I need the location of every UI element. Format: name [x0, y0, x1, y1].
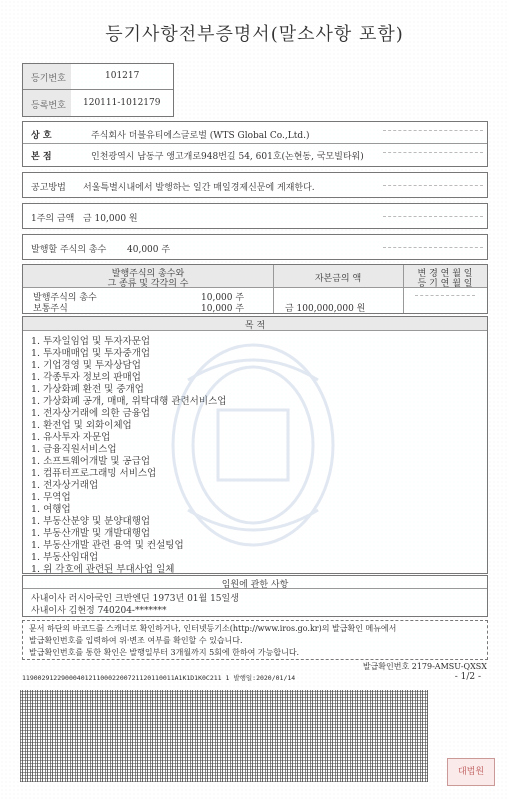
share-amount-value: 금 10,000 원 [83, 214, 138, 224]
corp-number-row [23, 90, 173, 116]
officer-1: 사내이사 러시아국인 크반엔딘 1973년 01월 15일생 [31, 594, 239, 604]
official-stamp: 대법원 [447, 758, 495, 786]
company-address-value: 인천광역시 남동구 앵고개로948번길 54, 601호(논현동, 국모빌타워) [91, 152, 364, 162]
common-shares-label: 보통주식 [33, 304, 68, 314]
total-shares-label: 발행할 주식의 총수 [31, 245, 107, 255]
verification-barcode [20, 690, 428, 782]
purpose-item: 1. 환전업 및 외화이체업 [31, 420, 132, 431]
registration-box [22, 63, 174, 117]
notice-label: 공고방법 [31, 183, 66, 193]
reg-number-value: 101217 [105, 71, 140, 81]
registration-date-head: 등 기 연 월 일 [417, 279, 473, 289]
purpose-item: 1. 가상화폐 환전 및 중개업 [31, 384, 144, 395]
capital-head: 자본금의 액 [314, 274, 362, 284]
corp-number-value: 120111-1012179 [83, 98, 161, 108]
purpose-item: 1. 가상화폐 공개, 매매, 위탁대행 관련서비스업 [31, 396, 227, 407]
purpose-item: 1. 금융직원서비스업 [31, 444, 117, 455]
notice-box [22, 172, 488, 198]
common-shares-value: 10,000 주 [201, 304, 245, 314]
purpose-item: 1. 무역업 [31, 492, 71, 503]
purpose-item: 1. 부동산분양 및 분양대행업 [31, 516, 151, 527]
purpose-heading: 목 적 [244, 321, 266, 331]
issued-shares-table [22, 264, 488, 314]
purpose-item: 1. 부동산개발 및 개발대행업 [31, 528, 151, 539]
purpose-item: 1. 부동산임대업 [31, 552, 99, 563]
officers-box [22, 575, 488, 617]
serial-line: 119002912290004012110002200721120110011A1K1D1K0C211 1 발행일:2020/01/14 [22, 674, 296, 682]
officer-2: 사내이사 김현정 740204-******* [31, 606, 167, 616]
company-name-label: 상 호 [31, 131, 52, 141]
company-box [22, 121, 488, 167]
company-address-label: 본 점 [31, 152, 52, 162]
purpose-item: 1. 투자매매업 및 투자중개업 [31, 348, 151, 359]
purpose-item: 1. 위 각호에 관련된 부대사업 일체 [31, 564, 175, 575]
purpose-item: 1. 기업경영 및 투자상담업 [31, 360, 141, 371]
officers-heading: 임원에 관한 사항 [221, 580, 289, 590]
reg-number-row [23, 64, 173, 90]
note-line-3: 발급확인번호를 통한 확인은 발행일부터 3개월까지 5회에 한하여 가능합니다. [29, 648, 300, 657]
issued-total-label: 발행주식의 총수 [33, 293, 97, 303]
total-shares-box [22, 234, 488, 260]
issued-total-value: 10,000 주 [201, 293, 245, 303]
document-title: 등기사항전부증명서(말소사항 포함) [105, 24, 404, 45]
reg-number-label: 등기번호 [31, 74, 66, 84]
issue-confirmation-number: 발급확인번호 2179-AMSU-QXSX [362, 662, 487, 671]
purpose-item: 1. 전자상거래에 의한 금융업 [31, 408, 151, 419]
purpose-item: 1. 부동산개발 관련 용역 및 컨설팅업 [31, 540, 184, 551]
notice-value: 서울특별시내에서 발행하는 일간 매일경제신문에 게재한다. [83, 183, 315, 193]
purpose-item: 1. 투자일임업 및 투자자문업 [31, 336, 151, 347]
note-line-1: 문서 하단의 바코드를 스캐너로 확인하거나, 인터넷등기소(http://www.iros.go.kr)의 발급확인 메뉴에서 [29, 624, 397, 633]
note-line-2: 발급확인번호를 입력하여 위·변조 여부를 확인할 수 있습니다. [29, 636, 243, 645]
purpose-item: 1. 전자상거래업 [31, 480, 99, 491]
corp-number-label: 등록번호 [31, 101, 66, 111]
issued-head-1: 발행주식의 총수와 [111, 269, 185, 279]
purpose-item: 1. 여행업 [31, 504, 71, 515]
capital-value: 금 100,000,000 원 [285, 304, 366, 314]
purpose-item: 1. 각종투자 정보의 판매업 [31, 372, 141, 383]
company-name-value: 주식회사 더블유티에스글로벌 (WTS Global Co.,Ltd.) [91, 131, 310, 141]
purpose-item: 1. 소프트웨어개발 및 공급업 [31, 456, 151, 467]
purpose-item: 1. 유사투자 자문업 [31, 432, 111, 443]
issued-head-2: 그 종류 및 각각의 수 [107, 279, 189, 289]
court-seal-watermark [158, 320, 348, 570]
share-amount-box [22, 203, 488, 229]
share-amount-label: 1주의 금액 [31, 214, 75, 224]
verification-note [22, 620, 488, 660]
purpose-item: 1. 컴퓨터프로그래밍 서비스업 [31, 468, 157, 479]
page-number: - 1/2 - [454, 672, 481, 682]
change-date-head: 변 경 연 월 일 [417, 269, 473, 279]
total-shares-value: 40,000 주 [127, 245, 171, 255]
